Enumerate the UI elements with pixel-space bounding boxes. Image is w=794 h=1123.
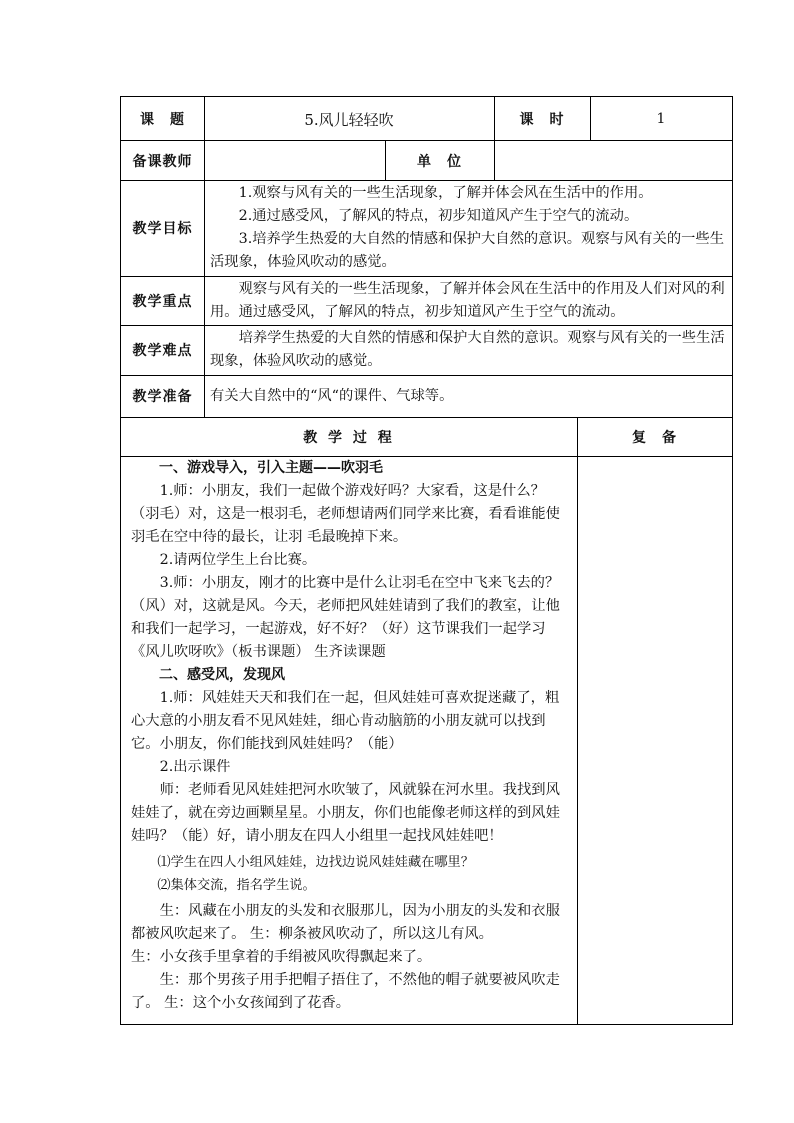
goals-content (204, 181, 732, 276)
unit-value (494, 141, 732, 180)
process-paragraph: 3.师：小朋友，刚才的比赛中是什么让羽毛在空中飞来飞去的？（风）对，这就是风。今天，老师把风娃娃请到了我们的教室，让他和我们一起学习，一起游戏，好不好？（好）这节课我们一起学习《风儿吹呀吹》（板书课题） 生齐读课题 (131, 575, 560, 660)
table-border (120, 276, 733, 277)
goals-label: 教学目标 (132, 221, 193, 237)
table-border (120, 417, 733, 418)
period-value: 1 (656, 111, 666, 127)
key-points-label: 教学重点 (132, 293, 193, 310)
topic-label: 课 题 (140, 112, 185, 128)
topic-value: 5.风儿轻轻吹 (304, 110, 394, 129)
process-section-2-heading: 二、感受风，发现风 (159, 667, 285, 683)
table-border (120, 325, 733, 326)
table-border (120, 96, 121, 1025)
key-points-content (204, 278, 732, 325)
key-points-text: 观察与风有关的一些生活现象，了解并体会风在生活中的作用及人们对风的利用。通过感受风，了解风的特点，初步知道风产生于空气的流动。 (210, 281, 725, 320)
table-border (120, 456, 733, 457)
process-content (121, 457, 577, 1024)
table-border (590, 96, 591, 140)
table-border (120, 375, 733, 376)
process-paragraph: 生：小女孩手里拿着的手绢被风吹得飘起来了。 (131, 949, 432, 965)
process-paragraph: 1.师：小朋友，我们一起做个游戏好吗？大家看，这是什么？（羽毛）对，这是一根羽毛，老师想请两们同学来比赛，看看谁能使羽毛在空中待的最长，让羽 毛最晚掉下来。 (131, 483, 560, 545)
table-border (494, 96, 495, 140)
goal-line-1: 1.观察与风有关的一些生活现象，了解并体会风在生活中的作用。 (238, 185, 653, 201)
table-border (120, 96, 733, 97)
table-border (577, 417, 578, 1024)
process-paragraph: 2.请两位学生上台比赛。 (159, 552, 317, 568)
process-paragraph: 生：那个男孩子用手把帽子捂住了，不然他的帽子就要被风吹走了。 生：这个小女孩闻到了花香。 (131, 972, 560, 1011)
process-paragraph: 师：老师看见风娃娃把河水吹皱了，风就躲在河水里。我找到风娃娃了，就在旁边画颗星星。小朋友，你们也能像老师这样的到风娃娃吗？（能）好，请小朋友在四人小组里一起找风娃娃吧！ (131, 782, 560, 844)
table-border (120, 140, 733, 141)
process-paragraph: 1.师：风娃娃天天和我们在一起，但风娃娃可喜欢捉迷藏了，粗心大意的小朋友看不见风娃娃，细心肯动脑筋的小朋友就可以找到它。小朋友，你们能找到风娃娃吗？（能） (131, 690, 560, 752)
teacher-value (204, 141, 385, 180)
process-paragraph: 2.出示课件 (159, 759, 231, 775)
unit-label: 单 位 (417, 153, 462, 170)
process-paragraph: 生：风藏在小朋友的头发和衣服那儿，因为小朋友的头发和衣服都被风吹起来了。 生：柳条被风吹动了，所以这儿有风。 (131, 903, 560, 942)
difficulties-text: 培养学生热爱的大自然的情感和保护大自然的意识。观察与风有关的一些生活现象，体验风吹动的感觉。 (210, 330, 725, 369)
goal-line-2: 2.通过感受风，了解风的特点，初步知道风产生于空气的流动。 (238, 208, 639, 224)
preparation-text: 有关大自然中的“风“的课件、气球等。 (210, 387, 454, 404)
review-label: 复 备 (632, 429, 677, 446)
table-border (120, 180, 733, 181)
difficulties-content (204, 327, 732, 375)
difficulties-label: 教学难点 (132, 343, 193, 359)
teacher-label: 备课教师 (132, 153, 193, 170)
period-label: 课 时 (519, 112, 565, 128)
preparation-content (204, 375, 732, 417)
table-border (385, 140, 386, 180)
review-content (577, 457, 732, 1024)
preparation-label: 教学准备 (132, 389, 193, 405)
process-paragraph: ⑴学生在四人小组风娃娃，边找边说风娃娃藏在哪里？ (157, 855, 474, 870)
process-label: 教 学 过 程 (303, 429, 395, 446)
table-border (204, 96, 205, 417)
table-border (494, 140, 495, 180)
goal-line-3: 3.培养学生热爱的大自然的情感和保护大自然的意识。观察与风有关的一些生活现象，体验风吹动的感觉。 (210, 231, 725, 270)
process-section-1-heading: 一、游戏导入，引入主题——吹羽毛 (159, 460, 383, 476)
table-border (120, 1024, 733, 1025)
table-border (732, 96, 733, 1025)
process-paragraph: ⑵集体交流，指名学生说。 (157, 878, 316, 893)
